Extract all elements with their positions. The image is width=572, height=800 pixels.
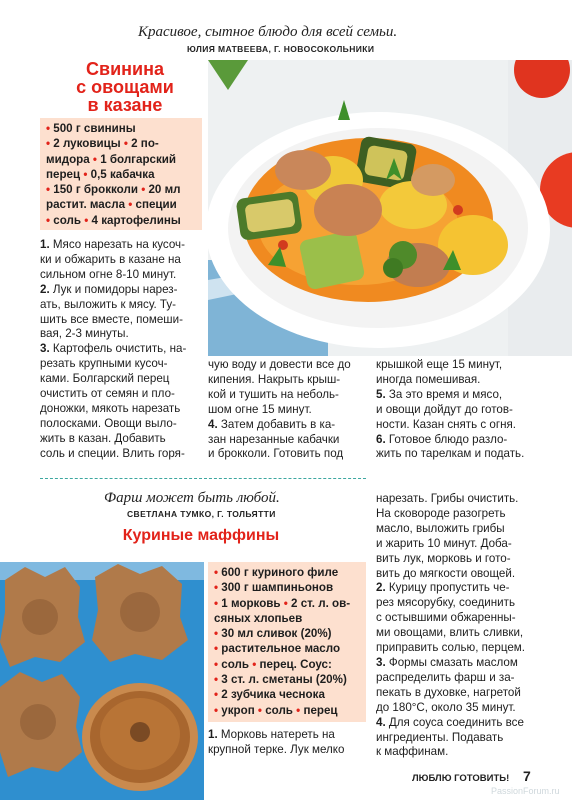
- recipe1-title-line: Свинина: [86, 59, 164, 79]
- ingredient-line: • 2 зубчика чеснока: [214, 688, 325, 702]
- recipe1-ingredients: [40, 118, 202, 230]
- step-line: 3. Картофель очистить, на-: [40, 342, 187, 356]
- watermark: PassionForum.ru: [491, 786, 560, 796]
- step-line: жить в казан. Добавить: [40, 431, 166, 445]
- recipe1-steps-right: [376, 358, 566, 462]
- ingredient-line: растит. масла • специи: [46, 198, 177, 212]
- step-line: и брокколи. Готовить под: [208, 447, 344, 461]
- recipe2-steps-mid: [208, 728, 372, 758]
- step-line: кипения. Накрыть крыш-: [208, 372, 341, 386]
- ingredient-line: • 2 луковицы • 2 по-: [46, 137, 159, 151]
- step-line: шом огне 15 минут.: [208, 402, 312, 416]
- step-line: иногда помешивая.: [376, 372, 481, 386]
- ingredient-line: • 1 морковь • 2 ст. л. ов-: [214, 596, 351, 610]
- ingredient-line: • соль • 4 картофелины: [46, 213, 181, 227]
- step-line: и овощи дойдут до готов-: [376, 402, 513, 416]
- step-line: ками. Болгарский перец: [40, 372, 170, 386]
- step-line: приправить солью, перцем.: [376, 641, 525, 655]
- recipe2-title: Куриные маффины: [122, 527, 280, 544]
- recipe2-steps-right: [376, 492, 566, 760]
- step-line: вить до мягкости овощей.: [376, 566, 516, 580]
- ingredient-line: • 30 мл сливок (20%): [214, 627, 332, 641]
- recipe2-photo: [0, 562, 204, 800]
- step-line: зан нарезанные кабачки: [208, 432, 340, 446]
- step-line: пекать в духовке, нагретой: [376, 685, 521, 699]
- page-number: 7: [523, 768, 531, 784]
- step-line: шить все вместе, помеши-: [40, 312, 183, 326]
- recipe1-tagline: Красивое, сытное блюдо для всей семьи.: [138, 24, 398, 40]
- step-line: ингредиенты. Подавать: [376, 730, 504, 744]
- step-line: доножки, мякоть нарезать: [40, 401, 181, 415]
- recipe2-tagline: Фарш может быть любой.: [104, 490, 280, 506]
- step-line: рез мясорубку, соединить: [376, 596, 516, 610]
- recipe1-steps-mid: [208, 358, 372, 462]
- step-line: 3. Формы смазать маслом: [376, 655, 518, 669]
- step-line: с остывшими обжаренны-: [376, 611, 516, 625]
- step-line: На сковороде разогреть: [376, 506, 506, 520]
- step-line: 4. Затем добавить в ка-: [208, 417, 336, 431]
- step-line: к маффинам.: [376, 745, 449, 759]
- step-line: 1. Мясо нарезать на кусоч-: [40, 238, 185, 251]
- recipe2-author: СВЕТЛАНА ТУМКО, Г. ТОЛЬЯТТИ: [127, 509, 276, 519]
- recipe1-author: ЮЛИЯ МАТВЕЕВА, Г. НОВОСОКОЛЬНИКИ: [187, 44, 375, 54]
- step-line: ности. Казан снять с огня.: [376, 417, 516, 431]
- step-line: распределить фарш и за-: [376, 670, 515, 684]
- ingredient-line: • соль • перец. Соус:: [214, 657, 332, 671]
- step-line: чую воду и довести все до: [208, 358, 351, 371]
- ingredient-line: • 150 г брокколи • 20 мл: [46, 183, 181, 197]
- section-divider: [40, 478, 366, 479]
- ingredient-line: • укроп • соль • перец: [214, 703, 338, 717]
- pork-stew-image: [208, 60, 572, 356]
- ingredient-line: • 600 г куриного филе: [214, 566, 339, 579]
- recipe2-ingredients: [208, 562, 366, 722]
- ingredient-line: • 500 г свинины: [46, 122, 136, 135]
- ingredient-line: • растительное масло: [214, 642, 341, 656]
- step-line: резать крупными кусоч-: [40, 357, 168, 371]
- ingredient-line: перец • 0,5 кабачка: [46, 167, 155, 181]
- recipe1-title-line: с овощами: [76, 77, 174, 97]
- step-line: крупной терке. Лук мелко: [208, 742, 345, 756]
- ingredient-line: • 300 г шампиньонов: [214, 581, 334, 595]
- ingredient-line: сяных хлопьев: [214, 611, 303, 625]
- recipe1-title: [40, 60, 210, 114]
- step-line: кой и тушить на неболь-: [208, 387, 339, 401]
- step-line: ать, выложить к мясу. Ту-: [40, 297, 176, 311]
- step-line: вить лук, морковь и гото-: [376, 551, 511, 565]
- ingredient-line: мидора • 1 болгарский: [46, 152, 177, 166]
- step-line: жить по тарелкам и подать.: [376, 447, 525, 461]
- step-line: 2. Лук и помидоры нарез-: [40, 282, 178, 296]
- recipe1-title-line: в казане: [87, 95, 163, 115]
- step-line: крышкой еще 15 минут,: [376, 358, 503, 371]
- step-line: 6. Готовое блюдо разло-: [376, 432, 508, 446]
- step-line: полосками. Овощи выло-: [40, 416, 177, 430]
- step-line: вая, 2-3 минуты.: [40, 327, 129, 341]
- step-line: масло, выложить грибы: [376, 521, 505, 535]
- step-line: ки и обжарить в казане на: [40, 252, 181, 266]
- step-line: 4. Для соуса соединить все: [376, 715, 524, 729]
- recipe1-steps-left: [40, 238, 208, 462]
- step-line: сильном огне 8-10 минут.: [40, 267, 177, 281]
- recipe1-photo: [208, 60, 572, 356]
- step-line: и жарить 10 минут. Доба-: [376, 536, 512, 550]
- step-line: соль и специи. Влить горя-: [40, 446, 185, 460]
- step-line: нарезать. Грибы очистить.: [376, 492, 519, 505]
- step-line: очистить от семян и пло-: [40, 387, 175, 401]
- step-line: 2. Курицу пропустить че-: [376, 581, 510, 595]
- step-line: 5. За это время и мясо,: [376, 387, 503, 401]
- step-line: ми овощами, влить сливки,: [376, 626, 524, 640]
- ingredient-line: • 3 ст. л. сметаны (20%): [214, 673, 347, 687]
- magazine-name: ЛЮБЛЮ ГОТОВИТЬ!: [412, 773, 510, 784]
- chicken-muffins-image: [0, 562, 204, 800]
- step-line: до 180°С, около 35 минут.: [376, 700, 516, 714]
- step-line: 1. Морковь натереть на: [208, 728, 335, 741]
